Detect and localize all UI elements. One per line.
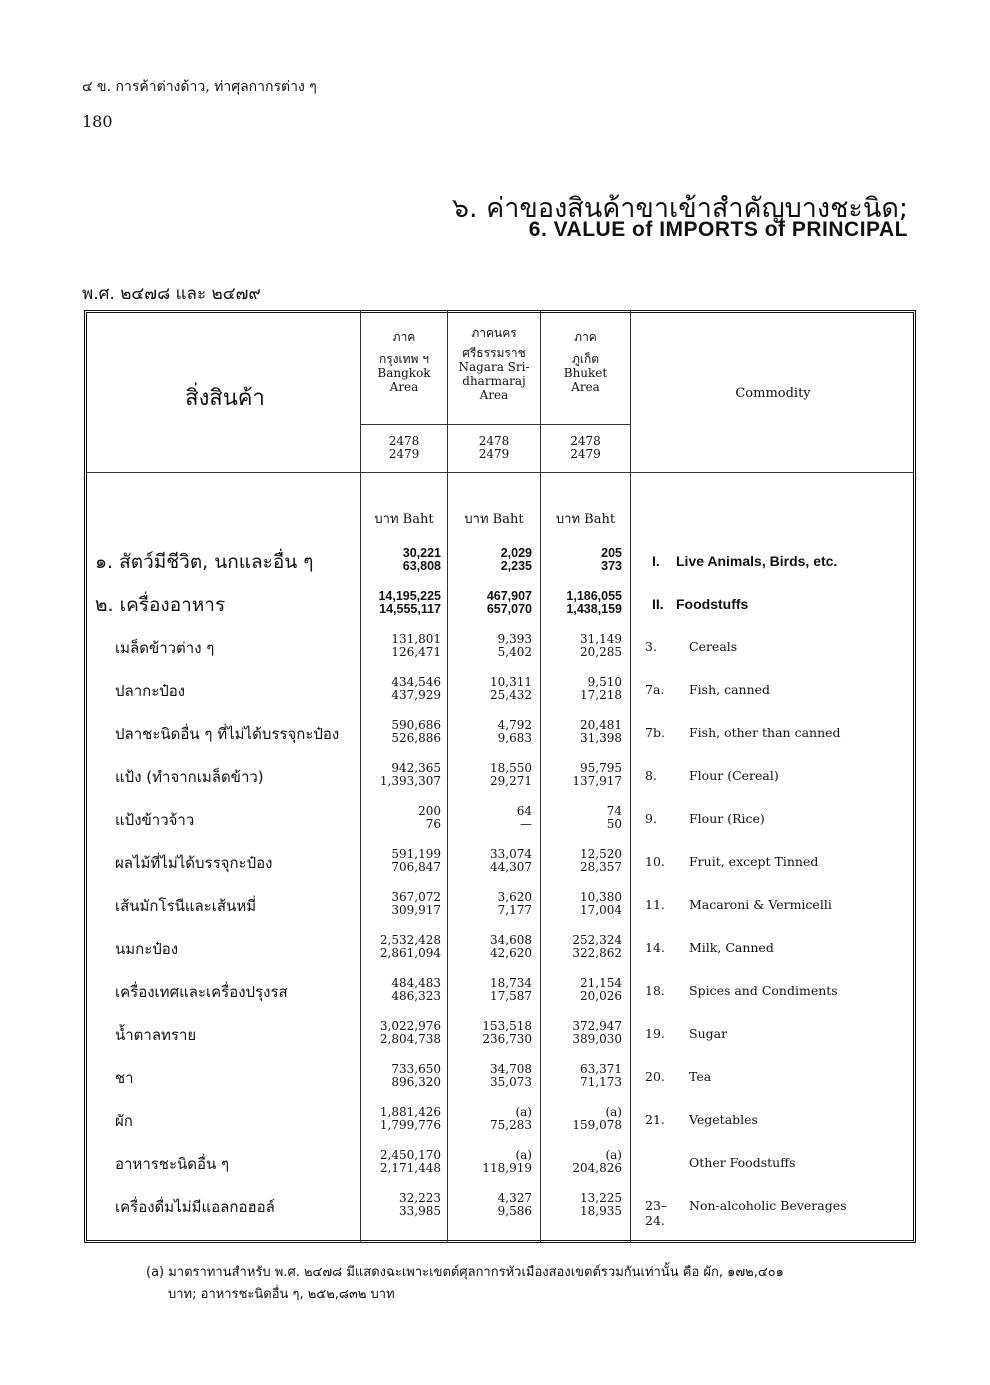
- value-nagara-2479: 657,070: [486, 602, 532, 616]
- cell-bangkok: [366, 590, 441, 616]
- value-bangkok-2478: 2,532,428: [379, 933, 441, 947]
- header-nagara-en1: Nagara Sri-: [458, 360, 530, 374]
- value-nagara-2479: 236,730: [482, 1032, 532, 1046]
- value-bhuket-2478: 205: [601, 546, 622, 560]
- row-thai-label: ชา: [115, 1069, 134, 1087]
- value-bhuket-2478: 63,371: [580, 1062, 622, 1076]
- cell-nagara: [452, 676, 532, 702]
- value-bangkok-2479: 14,555,117: [379, 602, 441, 616]
- cell-nagara: [452, 719, 532, 745]
- table-row: [0, 888, 990, 931]
- row-english-label: Flour (Cereal): [689, 768, 779, 783]
- row-english-label: Flour (Rice): [689, 811, 765, 826]
- value-nagara-2478: 153,518: [482, 1019, 532, 1033]
- cell-bangkok: [366, 1192, 441, 1218]
- years-thai: พ.ศ. ๒๔๗๘ และ ๒๔๗๙: [82, 284, 261, 304]
- footnote-line-2: บาท; อาหารชะนิดอื่น ๆ, ๒๕๒,๘๓๒ บาท: [168, 1287, 395, 1302]
- value-bangkok-2479: 896,320: [391, 1075, 441, 1089]
- row-code: 8.: [645, 768, 657, 783]
- row-code: 18.: [645, 983, 665, 998]
- cell-bhuket: [545, 1063, 622, 1089]
- value-bangkok-2478: 590,686: [391, 718, 441, 732]
- row-english-label: Live Animals, Birds, etc.: [676, 553, 838, 569]
- row-code: 14.: [645, 940, 665, 955]
- row-english-label: Sugar: [689, 1026, 728, 1041]
- value-bhuket-2478: 12,520: [580, 847, 622, 861]
- value-nagara-2478: 34,708: [490, 1062, 532, 1076]
- cell-bhuket: [545, 547, 622, 573]
- row-english-label: Vegetables: [689, 1112, 758, 1127]
- row-thai-label: เครื่องดื่มไม่มีแอลกอฮอล์: [115, 1198, 275, 1216]
- value-bangkok-2478: 434,546: [391, 675, 441, 689]
- row-thai-label: เมล็ดข้าวต่าง ๆ: [115, 639, 215, 657]
- value-bangkok-2478: 1,881,426: [379, 1105, 441, 1119]
- header-divider: [361, 424, 631, 425]
- cell-bhuket: [545, 977, 622, 1003]
- value-bhuket-2478: 10,380: [580, 890, 622, 904]
- cell-bhuket: [545, 633, 622, 659]
- cell-bhuket: [545, 934, 622, 960]
- value-bhuket-2478: 95,795: [580, 761, 622, 775]
- cell-bangkok: [366, 633, 441, 659]
- cell-nagara: [452, 1149, 532, 1175]
- cell-nagara: [452, 891, 532, 917]
- title-thai: ๖. ค่าของสินค้าขาเข้าสำคัญบางชะนิด;: [451, 193, 908, 224]
- value-nagara-2479: 42,620: [490, 946, 532, 960]
- cell-bhuket: [545, 719, 622, 745]
- table-row: [0, 1189, 990, 1232]
- table-row: [0, 544, 990, 587]
- cell-bhuket: [545, 1106, 622, 1132]
- cell-bangkok: [366, 891, 441, 917]
- value-bhuket-2478: 9,510: [587, 675, 622, 689]
- header-commodity-thai: สิ่งสินค้า: [185, 386, 265, 411]
- value-nagara-2478: (a): [515, 1148, 532, 1162]
- table-row: [0, 845, 990, 888]
- row-thai-label: แป้งข้าวจ้าว: [115, 811, 195, 829]
- value-bhuket-2478: 372,947: [572, 1019, 622, 1033]
- value-nagara-2478: 10,311: [490, 675, 532, 689]
- row-thai-label: ๒. เครื่องอาหาร: [95, 594, 226, 616]
- cell-bhuket: [545, 1020, 622, 1046]
- cell-bangkok: [366, 1149, 441, 1175]
- value-bangkok-2479: 2,861,094: [379, 946, 441, 960]
- header-bhuket-th1: ภาค: [574, 330, 597, 344]
- cell-bhuket: [545, 1192, 622, 1218]
- row-thai-label: ปลาชะนิดอื่น ๆ ที่ไม่ได้บรรจุกะป๋อง: [115, 725, 340, 743]
- row-english-label: Tea: [689, 1069, 712, 1084]
- value-bangkok-2478: 131,801: [391, 632, 441, 646]
- cell-bhuket: [545, 891, 622, 917]
- row-code: 21.: [645, 1112, 665, 1127]
- header-bhuket-th2: ภูเก็ต: [571, 352, 600, 366]
- row-code: 7a.: [645, 682, 665, 697]
- cell-nagara: [452, 590, 532, 616]
- running-head: ๔ ข. การค้าต่างด้าว, ท่าศุลกากรต่าง ๆ: [82, 79, 317, 95]
- cell-bhuket: [545, 590, 622, 616]
- value-bhuket-2478: 13,225: [580, 1191, 622, 1205]
- value-nagara-2478: 34,608: [490, 933, 532, 947]
- value-bhuket-2478: 252,324: [572, 933, 622, 947]
- value-bhuket-2478: (a): [605, 1105, 622, 1119]
- cell-nagara: [452, 805, 532, 831]
- header-bhuket-en2: Area: [571, 380, 600, 394]
- header-nagara-en2: dharmaraj: [462, 374, 526, 388]
- row-english-label: Macaroni & Vermicelli: [689, 897, 832, 912]
- unit-bangkok: บาท Baht: [374, 512, 434, 527]
- row-english-label: Foodstuffs: [676, 596, 749, 612]
- cell-bangkok: [366, 977, 441, 1003]
- value-bangkok-2479: 33,985: [399, 1204, 441, 1218]
- row-code: 23–24.: [645, 1198, 668, 1228]
- value-nagara-2478: 2,029: [500, 546, 532, 560]
- table-row: [0, 673, 990, 716]
- row-code: 7b.: [645, 725, 665, 740]
- row-code: 11.: [645, 897, 665, 912]
- table-row: [0, 716, 990, 759]
- value-nagara-2479: 75,283: [490, 1118, 532, 1132]
- cell-nagara: [452, 934, 532, 960]
- table-row: [0, 1017, 990, 1060]
- row-thai-label: น้ำตาลทราย: [115, 1026, 197, 1044]
- value-bangkok-2478: 14,195,225: [378, 589, 441, 603]
- value-bhuket-2478: 21,154: [580, 976, 622, 990]
- header-years-nagara: [448, 435, 540, 461]
- value-bhuket-2479: 1,438,159: [566, 602, 622, 616]
- header-bottom-rule: [87, 472, 913, 473]
- header-nagara-th1: ภาคนคร: [471, 326, 517, 340]
- value-bhuket-2479: 18,935: [580, 1204, 622, 1218]
- value-nagara-2479: 29,271: [490, 774, 532, 788]
- row-code: I.: [652, 553, 660, 569]
- value-bangkok-2478: 484,483: [391, 976, 441, 990]
- cell-bangkok: [366, 848, 441, 874]
- value-bhuket-2479: 28,357: [580, 860, 622, 874]
- value-bangkok-2479: 76: [425, 817, 441, 831]
- value-bhuket-2479: 31,398: [580, 731, 622, 745]
- value-bangkok-2479: 309,917: [391, 903, 441, 917]
- row-code: 10.: [645, 854, 665, 869]
- row-english-label: Cereals: [689, 639, 738, 654]
- cell-bangkok: [366, 805, 441, 831]
- value-bangkok-2479: 486,323: [391, 989, 441, 1003]
- value-nagara-2478: (a): [515, 1105, 532, 1119]
- value-nagara-2478: 4,327: [497, 1191, 532, 1205]
- row-english-label: Other Foodstuffs: [689, 1155, 796, 1170]
- value-nagara-2478: 18,550: [490, 761, 532, 775]
- value-nagara-2479: 44,307: [490, 860, 532, 874]
- cell-bhuket: [545, 676, 622, 702]
- row-code: II.: [652, 596, 664, 612]
- row-english-label: Fish, canned: [689, 682, 771, 697]
- page-number: 180: [82, 112, 113, 131]
- row-english-label: Spices and Condiments: [689, 983, 838, 998]
- footnote-line-1: (a) มาตราทานสำหรับ พ.ศ. ๒๔๗๘ มีแสดงฉะเพาะเขตต์ศุลกากรหัวเมืองสองเขตต์รวมกันเท่านั้น คือ ผัก, ๑๗๒,๔๐๑: [146, 1265, 784, 1280]
- value-bangkok-2479: 526,886: [391, 731, 441, 745]
- value-nagara-2479: 35,073: [490, 1075, 532, 1089]
- value-bhuket-2479: 159,078: [572, 1118, 622, 1132]
- row-english-label: Milk, Canned: [689, 940, 774, 955]
- value-bhuket-2478: (a): [605, 1148, 622, 1162]
- value-bhuket-2478: 20,481: [580, 718, 622, 732]
- value-bhuket-2479: 17,218: [580, 688, 622, 702]
- cell-nagara: [452, 1020, 532, 1046]
- cell-bangkok: [366, 547, 441, 573]
- value-bangkok-2478: 733,650: [391, 1062, 441, 1076]
- value-nagara-2479: 118,919: [482, 1161, 532, 1175]
- value-bangkok-2478: 367,072: [391, 890, 441, 904]
- cell-bangkok: [366, 762, 441, 788]
- value-nagara-2479: —: [520, 817, 532, 831]
- header-nagara-th2: ศรีธรรมราช: [462, 346, 526, 360]
- cell-bhuket: [545, 848, 622, 874]
- value-bhuket-2479: 204,826: [572, 1161, 622, 1175]
- value-nagara-2478: 64: [516, 804, 532, 818]
- row-code: 19.: [645, 1026, 665, 1041]
- row-code: 3.: [645, 639, 657, 654]
- cell-bangkok: [366, 1020, 441, 1046]
- value-bhuket-2479: 20,026: [580, 989, 622, 1003]
- value-nagara-2478: 3,620: [497, 890, 532, 904]
- cell-bhuket: [545, 805, 622, 831]
- table-row: [0, 759, 990, 802]
- cell-bhuket: [545, 1149, 622, 1175]
- row-english-label: Fish, other than canned: [689, 725, 841, 740]
- value-nagara-2478: 18,734: [490, 976, 532, 990]
- header-years-bhuket: [541, 435, 630, 461]
- value-bhuket-2479: 71,173: [580, 1075, 622, 1089]
- value-bangkok-2479: 1,799,776: [379, 1118, 441, 1132]
- value-nagara-2479: 2,235: [500, 559, 532, 573]
- value-bhuket-2479: 137,917: [572, 774, 622, 788]
- value-bangkok-2478: 3,022,976: [379, 1019, 441, 1033]
- cell-nagara: [452, 633, 532, 659]
- value-bhuket-2479: 322,862: [572, 946, 622, 960]
- title-english: 6. VALUE of IMPORTS of PRINCIPAL: [528, 218, 908, 241]
- unit-bhuket: บาท Baht: [555, 512, 616, 527]
- header-bangkok-th2: กรุงเทพ ฯ: [378, 352, 430, 366]
- value-bangkok-2479: 437,929: [391, 688, 441, 702]
- value-nagara-2478: 4,792: [497, 718, 532, 732]
- value-bhuket-2478: 74: [606, 804, 622, 818]
- value-bangkok-2479: 706,847: [391, 860, 441, 874]
- value-bhuket-2479: 389,030: [572, 1032, 622, 1046]
- row-thai-label: นมกะป๋อง: [115, 940, 179, 958]
- year-2478: 2478: [570, 434, 601, 448]
- value-bhuket-2479: 373: [601, 559, 622, 573]
- value-bhuket-2479: 50: [606, 817, 622, 831]
- value-nagara-2478: 9,393: [497, 632, 532, 646]
- table-row: [0, 931, 990, 974]
- value-bangkok-2479: 2,171,448: [379, 1161, 441, 1175]
- header-nagara-en3: Area: [479, 388, 509, 402]
- value-bangkok-2478: 942,365: [391, 761, 441, 775]
- cell-nagara: [452, 762, 532, 788]
- header-bangkok-en1: Bangkok: [377, 366, 431, 380]
- row-thai-label: ปลากะป๋อง: [115, 682, 186, 700]
- table-row: [0, 587, 990, 630]
- footnote: [146, 1262, 936, 1306]
- cell-nagara: [452, 1063, 532, 1089]
- table-row: [0, 802, 990, 845]
- year-2479: 2479: [570, 447, 601, 461]
- year-2479: 2479: [478, 447, 510, 461]
- value-nagara-2479: 9,683: [497, 731, 532, 745]
- cell-nagara: [452, 1192, 532, 1218]
- header-nagara: [448, 326, 540, 402]
- year-2479: 2479: [388, 447, 420, 461]
- table-row: [0, 630, 990, 673]
- value-nagara-2479: 5,402: [497, 645, 532, 659]
- header-bhuket-en1: Bhuket: [563, 366, 608, 380]
- table-row: [0, 1060, 990, 1103]
- value-bangkok-2479: 63,808: [402, 559, 441, 573]
- value-nagara-2479: 9,586: [497, 1204, 532, 1218]
- value-bhuket-2478: 31,149: [580, 632, 622, 646]
- table-row: [0, 1146, 990, 1189]
- row-english-label: Non-alcoholic Beverages: [689, 1198, 847, 1213]
- year-2478: 2478: [478, 434, 510, 448]
- header-bhuket: [541, 330, 630, 394]
- cell-nagara: [452, 848, 532, 874]
- row-thai-label: ผัก: [115, 1112, 133, 1130]
- value-bhuket-2479: 17,004: [580, 903, 622, 917]
- value-nagara-2479: 25,432: [490, 688, 532, 702]
- cell-nagara: [452, 547, 532, 573]
- value-bangkok-2478: 32,223: [399, 1191, 441, 1205]
- cell-bangkok: [366, 719, 441, 745]
- value-nagara-2479: 7,177: [497, 903, 532, 917]
- value-bhuket-2478: 1,186,055: [566, 589, 622, 603]
- row-code: 9.: [645, 811, 657, 826]
- table-row: [0, 974, 990, 1017]
- value-bangkok-2479: 126,471: [391, 645, 441, 659]
- row-thai-label: อาหารชะนิดอื่น ๆ: [115, 1155, 230, 1173]
- table-row: [0, 1103, 990, 1146]
- cell-bangkok: [366, 1063, 441, 1089]
- unit-nagara: บาท Baht: [464, 512, 524, 527]
- value-nagara-2478: 33,074: [490, 847, 532, 861]
- header-bangkok-th1: ภาค: [392, 330, 416, 344]
- cell-bangkok: [366, 934, 441, 960]
- value-nagara-2479: 17,587: [490, 989, 532, 1003]
- value-bangkok-2478: 200: [418, 804, 441, 818]
- header-bangkok: [361, 330, 447, 394]
- cell-bangkok: [366, 1106, 441, 1132]
- row-thai-label: ๑. สัตว์มีชีวิต, นกและอื่น ๆ: [95, 551, 314, 573]
- row-thai-label: เส้นมักโรนีและเส้นหมี่: [115, 897, 257, 915]
- cell-bangkok: [366, 676, 441, 702]
- header-commodity-english: Commodity: [735, 386, 811, 401]
- cell-nagara: [452, 977, 532, 1003]
- cell-nagara: [452, 1106, 532, 1132]
- value-bhuket-2479: 20,285: [580, 645, 622, 659]
- header-bangkok-en2: Area: [389, 380, 419, 394]
- row-thai-label: ผลไม้ที่ไม่ได้บรรจุกะป๋อง: [115, 854, 273, 872]
- row-thai-label: แป้ง (ทำจากเมล็ดข้าว): [115, 768, 264, 786]
- value-bangkok-2479: 2,804,738: [379, 1032, 441, 1046]
- row-english-label: Fruit, except Tinned: [689, 854, 819, 869]
- value-bangkok-2478: 2,450,170: [379, 1148, 441, 1162]
- value-bangkok-2479: 1,393,307: [379, 774, 441, 788]
- year-2478: 2478: [388, 434, 420, 448]
- row-code: 20.: [645, 1069, 665, 1084]
- value-bangkok-2478: 30,221: [402, 546, 441, 560]
- header-years-bangkok: [361, 435, 447, 461]
- value-nagara-2478: 467,907: [486, 589, 532, 603]
- row-thai-label: เครื่องเทศและเครื่องปรุงรส: [115, 983, 288, 1001]
- value-bangkok-2478: 591,199: [391, 847, 441, 861]
- cell-bhuket: [545, 762, 622, 788]
